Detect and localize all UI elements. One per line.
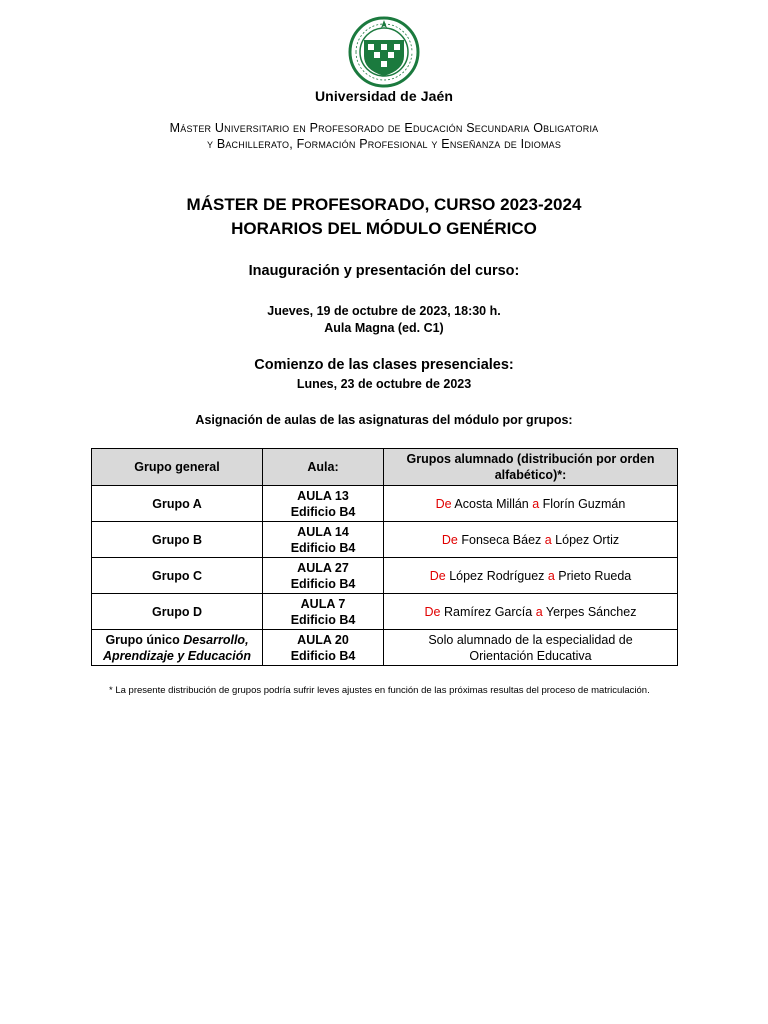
program-name-line-1: Máster Universitario en Profesorado de Educación Secundaria Obligatoria [169, 121, 599, 135]
range-from-word: De [441, 532, 458, 547]
aula-number: AULA 13 [297, 488, 349, 503]
range-to-name: Prieto Rueda [554, 568, 632, 583]
inauguration-place: Aula Magna (ed. C1) [324, 321, 444, 335]
range-from-name: Acosta Millán [451, 496, 533, 511]
students-range-cell [384, 594, 678, 630]
group-cell: Grupo C [92, 558, 263, 594]
group-cell: Grupo A [92, 486, 263, 522]
page-subtitle: HORARIOS DEL MÓDULO GENÉRICO [231, 219, 537, 238]
classes-start-heading: Comienzo de las clases presenciales: [254, 357, 514, 373]
table-row [92, 522, 678, 558]
university-logo [0, 16, 768, 88]
group-specialty-2: Aprendizaje y Educación [103, 648, 251, 663]
aula-cell [263, 558, 384, 594]
page-title: MÁSTER DE PROFESORADO, CURSO 2023-2024 [186, 195, 582, 214]
university-seal-icon [348, 16, 420, 88]
table-row [92, 594, 678, 630]
range-from-word: De [424, 604, 441, 619]
students-range-cell [384, 558, 678, 594]
students-range-cell [384, 486, 678, 522]
range-to-word: a [535, 604, 543, 619]
column-header-group: Grupo general [92, 449, 263, 486]
group-specialty-1: Desarrollo, [183, 632, 249, 647]
aula-number: AULA 20 [297, 632, 349, 647]
range-to-name: Yerpes Sánchez [542, 604, 637, 619]
group-cell [92, 630, 263, 666]
range-from-word: De [429, 568, 446, 583]
aula-cell [263, 594, 384, 630]
range-from-name: Fonseca Báez [457, 532, 545, 547]
aula-cell [263, 522, 384, 558]
range-to-word: a [544, 532, 552, 547]
table-row [92, 558, 678, 594]
footnote: * La presente distribución de grupos podría sufrir leves ajustes en función de las próximas resultas del proceso de matriculación. [109, 685, 650, 696]
note-line-1: Solo alumnado de la especialidad de [428, 632, 633, 647]
aula-number: AULA 14 [297, 524, 349, 539]
column-header-aula: Aula: [263, 449, 384, 486]
classes-start-date: Lunes, 23 de octubre de 2023 [296, 377, 472, 391]
students-note-cell [384, 630, 678, 666]
aula-building: Edificio B4 [290, 576, 356, 591]
range-from-name: López Rodríguez [445, 568, 548, 583]
table-header-row [92, 449, 678, 486]
group-cell: Grupo B [92, 522, 263, 558]
aula-cell [263, 486, 384, 522]
range-from-word: De [435, 496, 452, 511]
aula-building: Edificio B4 [290, 612, 356, 627]
column-header-students: Grupos alumnado (distribución por orden alfabético)*: [384, 449, 678, 486]
table-row [92, 486, 678, 522]
aula-number: AULA 27 [297, 560, 349, 575]
aula-building: Edificio B4 [290, 540, 356, 555]
group-cell: Grupo D [92, 594, 263, 630]
university-name: Universidad de Jaén [314, 88, 454, 104]
aula-number: AULA 7 [300, 596, 346, 611]
inauguration-date: Jueves, 19 de octubre de 2023, 18:30 h. [267, 304, 501, 318]
range-to-name: Florín Guzmán [539, 496, 626, 511]
aula-building: Edificio B4 [290, 648, 356, 663]
note-line-2: Orientación Educativa [469, 648, 592, 663]
table-row-special [92, 630, 678, 666]
program-name-line-2: y Bachillerato, Formación Profesional y Enseñanza de Idiomas [206, 137, 562, 151]
range-from-name: Ramírez García [440, 604, 536, 619]
group-assignment-table [91, 448, 678, 666]
range-to-word: a [547, 568, 555, 583]
range-to-word: a [532, 496, 540, 511]
group-prefix: Grupo único [105, 632, 184, 647]
assignment-heading: Asignación de aulas de las asignaturas del módulo por grupos: [195, 413, 573, 427]
aula-cell [263, 630, 384, 666]
inauguration-heading: Inauguración y presentación del curso: [248, 263, 520, 279]
aula-building: Edificio B4 [290, 504, 356, 519]
range-to-name: López Ortiz [551, 532, 620, 547]
students-range-cell [384, 522, 678, 558]
